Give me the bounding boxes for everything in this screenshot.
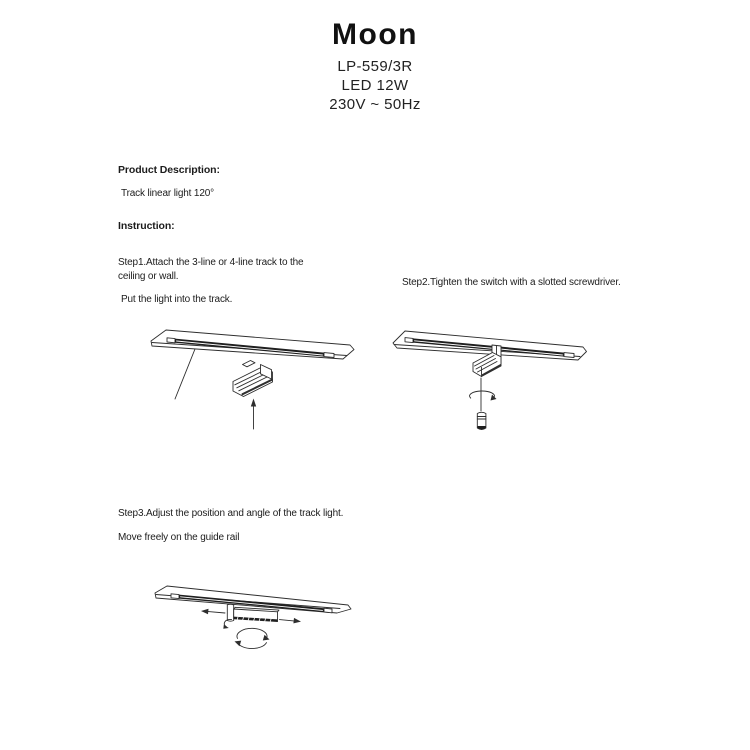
step2-diagram xyxy=(388,315,623,445)
fixture-connector xyxy=(227,604,233,621)
product-description-label: Product Description: xyxy=(118,164,220,176)
step2-text: Step2.Tighten the switch with a slotted screwdriver. xyxy=(402,277,621,288)
track-rail xyxy=(167,338,334,358)
step3-drawing xyxy=(155,586,351,649)
step1-note: Put the light into the track. xyxy=(121,294,233,305)
step1-line2: ceiling or wall. xyxy=(118,270,179,282)
slide-left-arrow xyxy=(201,609,225,614)
instruction-label: Instruction: xyxy=(118,220,175,232)
step2-drawing xyxy=(393,331,587,430)
step1-diagram xyxy=(138,320,378,445)
product-header xyxy=(0,20,750,114)
step1-text xyxy=(118,256,303,283)
product-title: Moon xyxy=(332,18,418,51)
product-power: LED 12W xyxy=(341,77,409,94)
step3-text: Step3.Adjust the position and angle of the track light. xyxy=(118,508,344,519)
step3-diagram xyxy=(143,576,378,661)
product-model: LP-559/3R xyxy=(337,58,413,75)
product-voltage: 230V ~ 50Hz xyxy=(329,96,421,113)
step1-drawing xyxy=(151,330,354,429)
track-leader-line xyxy=(175,349,195,399)
rotate-arrow xyxy=(470,391,495,398)
step1-line1: Step1.Attach the 3-line or 4-line track to the xyxy=(118,257,304,268)
slide-right-arrow xyxy=(280,618,302,624)
step3-note: Move freely on the guide rail xyxy=(118,532,240,543)
rotation-arrow xyxy=(235,628,270,648)
product-description-text: Track linear light 120° xyxy=(121,188,215,199)
screwdriver xyxy=(470,378,497,430)
track-light-fixture xyxy=(233,361,273,397)
insert-arrow xyxy=(251,399,256,430)
